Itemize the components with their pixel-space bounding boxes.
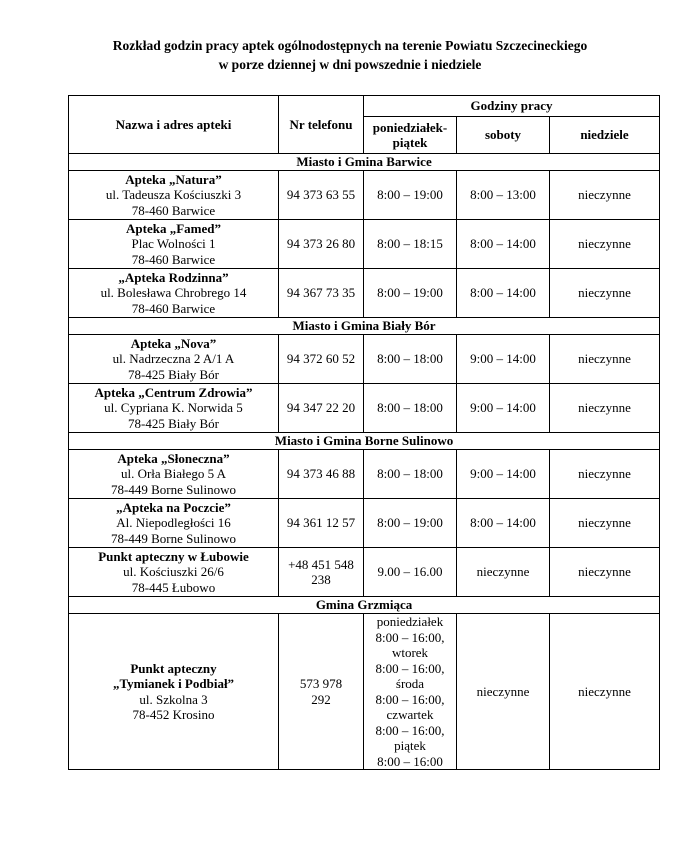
header-sundays: niedziele bbox=[550, 117, 660, 154]
weekday-hours-line: 8:00 – 16:00 bbox=[377, 753, 443, 769]
pharmacy-name: Apteka „Centrum Zdrowia” bbox=[94, 384, 253, 400]
pharmacy-address-line: Al. Niepodległości 16 bbox=[116, 515, 231, 531]
pharmacy-name: Apteka „Famed” bbox=[126, 220, 221, 236]
weekday-hours-cell: 8:00 – 18:00 bbox=[364, 450, 457, 499]
table-row bbox=[69, 269, 660, 318]
phone-cell: 94 372 60 52 bbox=[279, 335, 364, 384]
weekday-hours-line: czwartek bbox=[386, 707, 434, 722]
weekday-hours-cell: 8:00 – 18:00 bbox=[364, 384, 457, 433]
phone-cell: 94 347 22 20 bbox=[279, 384, 364, 433]
table-row bbox=[69, 614, 660, 770]
pharmacy-address-line: ul. Bolesława Chrobrego 14 bbox=[100, 285, 247, 301]
weekday-hours-line: piątek bbox=[394, 738, 426, 753]
sunday-hours-cell: nieczynne bbox=[550, 220, 660, 269]
title-line-1: Rozkład godzin pracy aptek ogólnodostępnych na terenie Powiatu Szczecineckiego bbox=[112, 38, 588, 53]
pharmacy-address-line: ul. Orła Białego 5 A bbox=[120, 466, 227, 482]
pharmacy-cell bbox=[69, 335, 279, 384]
saturday-hours-cell: 8:00 – 14:00 bbox=[457, 269, 550, 318]
table-row bbox=[69, 450, 660, 499]
pharmacy-address-line: 78-425 Biały Bór bbox=[128, 366, 219, 382]
phone-cell: 94 361 12 57 bbox=[279, 499, 364, 548]
table-row bbox=[69, 335, 660, 384]
pharmacy-name: „Apteka Rodzinna” bbox=[118, 269, 229, 285]
section-row bbox=[69, 597, 660, 614]
pharmacy-address-line: 78-449 Borne Sulinowo bbox=[111, 530, 236, 546]
table-row bbox=[69, 499, 660, 548]
weekday-hours-cell: 8:00 – 19:00 bbox=[364, 499, 457, 548]
pharmacy-address-line: 78-425 Biały Bór bbox=[128, 415, 219, 431]
weekday-hours-line: środa bbox=[395, 676, 425, 691]
weekday-hours-cell: 8:00 – 18:15 bbox=[364, 220, 457, 269]
section-title: Miasto i Gmina Biały Bór bbox=[69, 318, 660, 335]
pharmacy-cell bbox=[69, 384, 279, 433]
phone-cell: 94 373 63 55 bbox=[279, 171, 364, 220]
section-row bbox=[69, 318, 660, 335]
saturday-hours-cell: 8:00 – 14:00 bbox=[457, 499, 550, 548]
pharmacy-name: Apteka „Natura” bbox=[125, 171, 222, 187]
sunday-hours-cell: nieczynne bbox=[550, 335, 660, 384]
pharmacy-address-line: 78-460 Barwice bbox=[131, 251, 216, 267]
sunday-hours-cell: nieczynne bbox=[550, 450, 660, 499]
section-row bbox=[69, 433, 660, 450]
weekday-hours-line: wtorek bbox=[391, 645, 429, 660]
saturday-hours-cell: nieczynne bbox=[457, 548, 550, 597]
saturday-hours-cell: 9:00 – 14:00 bbox=[457, 335, 550, 384]
header-saturdays: soboty bbox=[457, 117, 550, 154]
saturday-hours-cell: 8:00 – 14:00 bbox=[457, 220, 550, 269]
title-line-2: w porze dziennej w dni powszednie i niedziele bbox=[218, 57, 482, 72]
pharmacy-address-line: 78-445 Łubowo bbox=[131, 579, 216, 595]
saturday-hours-cell: nieczynne bbox=[457, 614, 550, 770]
pharmacy-address-line: ul. Cypriana K. Norwida 5 bbox=[104, 400, 243, 416]
weekday-hours-line: 8:00 – 16:00, bbox=[375, 722, 445, 738]
pharmacy-address-line: 78-460 Barwice bbox=[131, 202, 216, 218]
saturday-hours-cell: 8:00 – 13:00 bbox=[457, 171, 550, 220]
header-hours: Godziny pracy bbox=[364, 96, 660, 117]
weekday-hours-line: poniedziałek bbox=[376, 614, 444, 629]
pharmacy-address-line: Plac Wolności 1 bbox=[131, 236, 216, 252]
sunday-hours-cell: nieczynne bbox=[550, 171, 660, 220]
table-row bbox=[69, 384, 660, 433]
table-row bbox=[69, 171, 660, 220]
weekday-hours-cell: 8:00 – 19:00 bbox=[364, 171, 457, 220]
weekday-hours-line: 8:00 – 16:00, bbox=[375, 660, 445, 676]
sunday-hours-cell: nieczynne bbox=[550, 614, 660, 770]
pharmacy-name: „Apteka na Poczcie” bbox=[116, 499, 231, 515]
header-phone: Nr telefonu bbox=[279, 96, 364, 154]
pharmacy-address-line: ul. Nadrzeczna 2 A/1 A bbox=[112, 351, 235, 367]
section-title: Miasto i Gmina Borne Sulinowo bbox=[69, 433, 660, 450]
pharmacy-address-line: 78-460 Barwice bbox=[131, 300, 216, 316]
phone-cell: 94 373 26 80 bbox=[279, 220, 364, 269]
section-row bbox=[69, 154, 660, 171]
pharmacy-cell bbox=[69, 614, 279, 770]
pharmacy-address-line: 78-452 Krosino bbox=[132, 707, 215, 722]
pharmacy-address-line: ul. Kościuszki 26/6 bbox=[123, 564, 224, 580]
pharmacy-address-line: ul. Szkolna 3 bbox=[139, 691, 208, 707]
document-title bbox=[0, 36, 700, 74]
sunday-hours-cell: nieczynne bbox=[550, 499, 660, 548]
sunday-hours-cell: nieczynne bbox=[550, 548, 660, 597]
section-title: Miasto i Gmina Barwice bbox=[69, 154, 660, 171]
pharmacy-address-line: 78-449 Borne Sulinowo bbox=[111, 481, 236, 497]
saturday-hours-cell: 9:00 – 14:00 bbox=[457, 450, 550, 499]
phone-cell: 94 373 46 88 bbox=[279, 450, 364, 499]
phone-cell: +48 451 548 238 bbox=[279, 548, 364, 597]
pharmacy-cell bbox=[69, 269, 279, 318]
weekday-hours-line: 8:00 – 16:00, bbox=[375, 629, 445, 645]
weekday-hours-cell: 8:00 – 19:00 bbox=[364, 269, 457, 318]
pharmacy-cell bbox=[69, 171, 279, 220]
pharmacy-address-line: ul. Tadeusza Kościuszki 3 bbox=[105, 187, 242, 203]
pharmacy-name: Punkt apteczny bbox=[130, 660, 217, 676]
pharmacy-cell bbox=[69, 548, 279, 597]
weekday-hours-cell: 8:00 – 18:00 bbox=[364, 335, 457, 384]
pharmacy-cell bbox=[69, 499, 279, 548]
phone-cell: 94 367 73 35 bbox=[279, 269, 364, 318]
saturday-hours-cell: 9:00 – 14:00 bbox=[457, 384, 550, 433]
phone-cell: 573 978 292 bbox=[279, 614, 364, 770]
table-row bbox=[69, 548, 660, 597]
sunday-hours-cell: nieczynne bbox=[550, 384, 660, 433]
table-body bbox=[69, 154, 660, 770]
pharmacy-hours-table bbox=[68, 95, 660, 770]
pharmacy-cell bbox=[69, 220, 279, 269]
header-name: Nazwa i adres apteki bbox=[69, 96, 279, 154]
pharmacy-name: „Tymianek i Podbiał” bbox=[112, 676, 235, 691]
table-row bbox=[69, 220, 660, 269]
section-title: Gmina Grzmiąca bbox=[69, 597, 660, 614]
header-weekdays: poniedziałek-piątek bbox=[364, 117, 457, 154]
weekday-hours-cell bbox=[364, 614, 457, 770]
sunday-hours-cell: nieczynne bbox=[550, 269, 660, 318]
weekday-hours-cell: 9.00 – 16.00 bbox=[364, 548, 457, 597]
pharmacy-cell bbox=[69, 450, 279, 499]
pharmacy-name: Apteka „Słoneczna” bbox=[117, 450, 230, 466]
weekday-hours-line: 8:00 – 16:00, bbox=[375, 691, 445, 707]
pharmacy-name: Apteka „Nova” bbox=[130, 335, 217, 351]
pharmacy-name: Punkt apteczny w Łubowie bbox=[98, 548, 249, 564]
